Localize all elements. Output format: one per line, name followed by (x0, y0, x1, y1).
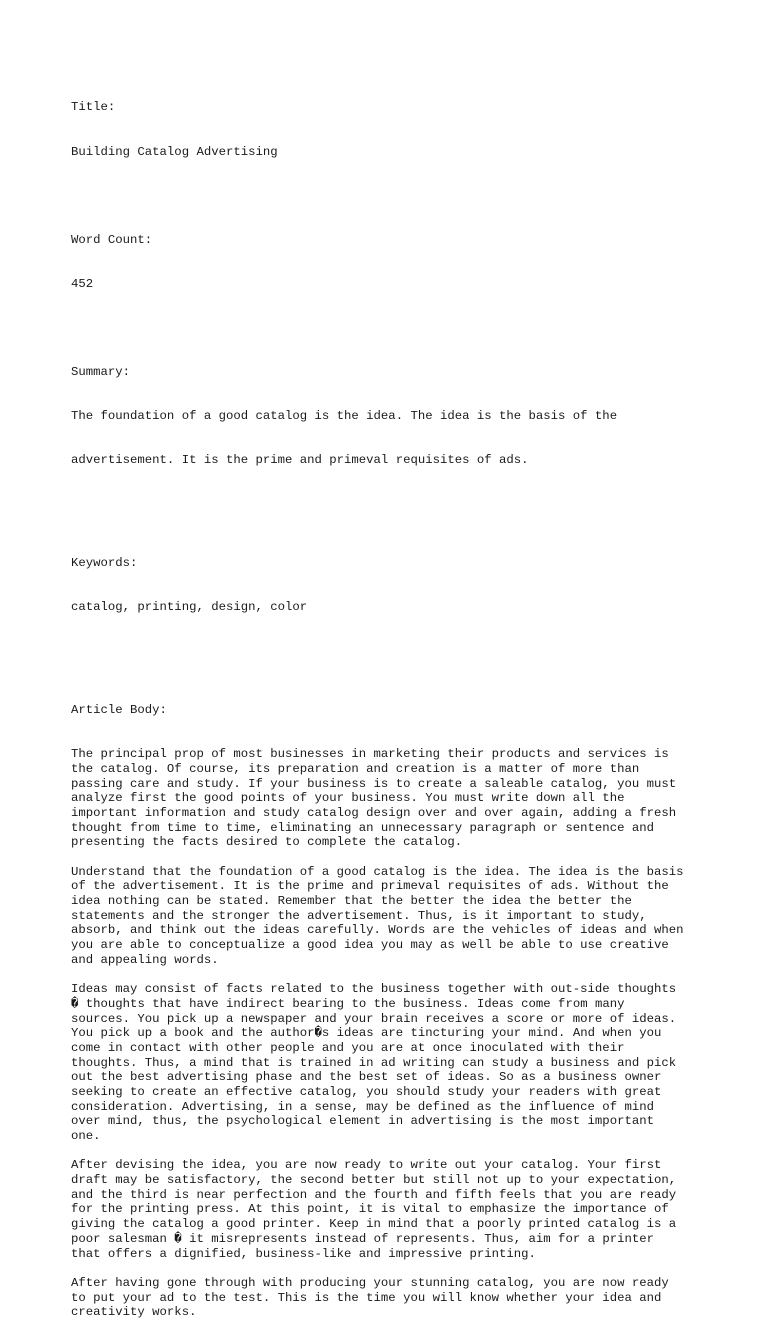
paragraph-line: the catalog. Of course, its preparation and creation is a matter of more than (71, 761, 640, 776)
article-body-label: Article Body: (71, 703, 167, 718)
article-paragraph (71, 865, 711, 968)
paragraph-line: poor salesman � it misrepresents instead of represents. Thus, aim for a printer (71, 1231, 654, 1246)
paragraph-line: for the printing press. At this point, it is vital to emphasize the importance of (71, 1202, 669, 1217)
paragraph-line: presenting the facts desired to complete the catalog. (71, 835, 463, 850)
paragraph-line: out the best advertising phase and the best set of ideas. So as a business owner (71, 1070, 662, 1085)
paragraph-line: to put your ad to the test. This is the time you will know whether your idea and (71, 1290, 662, 1305)
article-paragraph (71, 982, 711, 1144)
paragraph-line: over mind, thus, the psychological element in advertising is the most important (71, 1114, 654, 1129)
paragraph-line: of the advertisement. It is the prime and primeval requisites of ads. Without the (71, 879, 669, 894)
paragraph-line: thoughts. Thus, a mind that is trained in ad writing can study a business and pick (71, 1055, 677, 1070)
title-label: Title: (71, 100, 116, 115)
summary-line: The foundation of a good catalog is the idea. The idea is the basis of the (71, 409, 618, 424)
word-count-label: Word Count: (71, 232, 153, 247)
article-paragraph (71, 747, 711, 850)
article-paragraph (71, 1158, 711, 1261)
paragraph-line: idea nothing can be stated. Remember that the better the idea the better the (71, 894, 632, 908)
paragraph-line: � thoughts that have indirect bearing to the business. Ideas come from many (71, 996, 625, 1011)
document-page (71, 71, 711, 1335)
paragraph-line: consideration. Advertising, in a sense, may be defined as the influence of mind (71, 1099, 654, 1114)
paragraph-line: thought from time to time, eliminating an unnecessary paragraph or sentence and (71, 820, 654, 835)
paragraph-line: and the third is near perfection and the fourth and fifth feels that you are ready (71, 1187, 677, 1202)
article-paragraph (71, 1276, 711, 1320)
paragraph-line: draft may be satisfactory, the second better but still not up to your expectation, (71, 1173, 677, 1188)
title-value: Building Catalog Advertising (71, 144, 278, 159)
paragraph-line: You pick up a book and the author�s ideas are tincturing your mind. And when you (71, 1026, 662, 1041)
paragraph-line: giving the catalog a good printer. Keep in mind that a poorly printed catalog is a (71, 1217, 677, 1232)
paragraph-line: After having gone through with producing your stunning catalog, you are now ready (71, 1275, 669, 1290)
paragraph-line: one. (71, 1129, 101, 1143)
paragraph-line: Ideas may consist of facts related to the business together with out-side thoughts (71, 982, 677, 997)
paragraph-line: After devising the idea, you are now ready to write out your catalog. Your first (71, 1158, 662, 1173)
summary-label: Summary: (71, 364, 131, 379)
word-count-value: 452 (71, 276, 94, 291)
paragraph-line: and appealing words. (71, 952, 219, 967)
paragraph-line: The principal prop of most businesses in marketing their products and services is (71, 747, 669, 762)
paragraph-line: that offers a dignified, business-like and impressive printing. (71, 1246, 536, 1261)
article-body (71, 747, 711, 1320)
paragraph-line: important information and study catalog design over and over again, adding a fresh (71, 805, 677, 820)
paragraph-line: Understand that the foundation of a good catalog is the idea. The idea is the basis (71, 864, 684, 879)
paragraph-line: absorb, and think out the ideas carefully. Words are the vehicles of ideas and when (71, 923, 684, 938)
paragraph-line: sources. You pick up a newspaper and your brain receives a score or more of ideas. (71, 1011, 677, 1026)
paragraph-line: creativity works. (71, 1305, 197, 1320)
paragraph-line: statements and the stronger the advertisement. Thus, is it important to study, (71, 908, 647, 923)
paragraph-line: you are able to conceptualize a good idea you may as well be able to use creative (71, 938, 669, 953)
paragraph-line: passing care and study. If your business is to create a saleable catalog, you must (71, 776, 677, 791)
summary-line: advertisement. It is the prime and primeval requisites of ads. (71, 453, 529, 468)
keywords-value: catalog, printing, design, color (71, 600, 308, 615)
paragraph-line: seeking to create an effective catalog, you should study your readers with great (71, 1084, 662, 1099)
paragraph-line: analyze first the good points of your business. You must write down all the (71, 791, 625, 806)
paragraph-line: come in contact with other people and you are at once inoculated with their (71, 1040, 625, 1055)
keywords-label: Keywords: (71, 556, 138, 571)
